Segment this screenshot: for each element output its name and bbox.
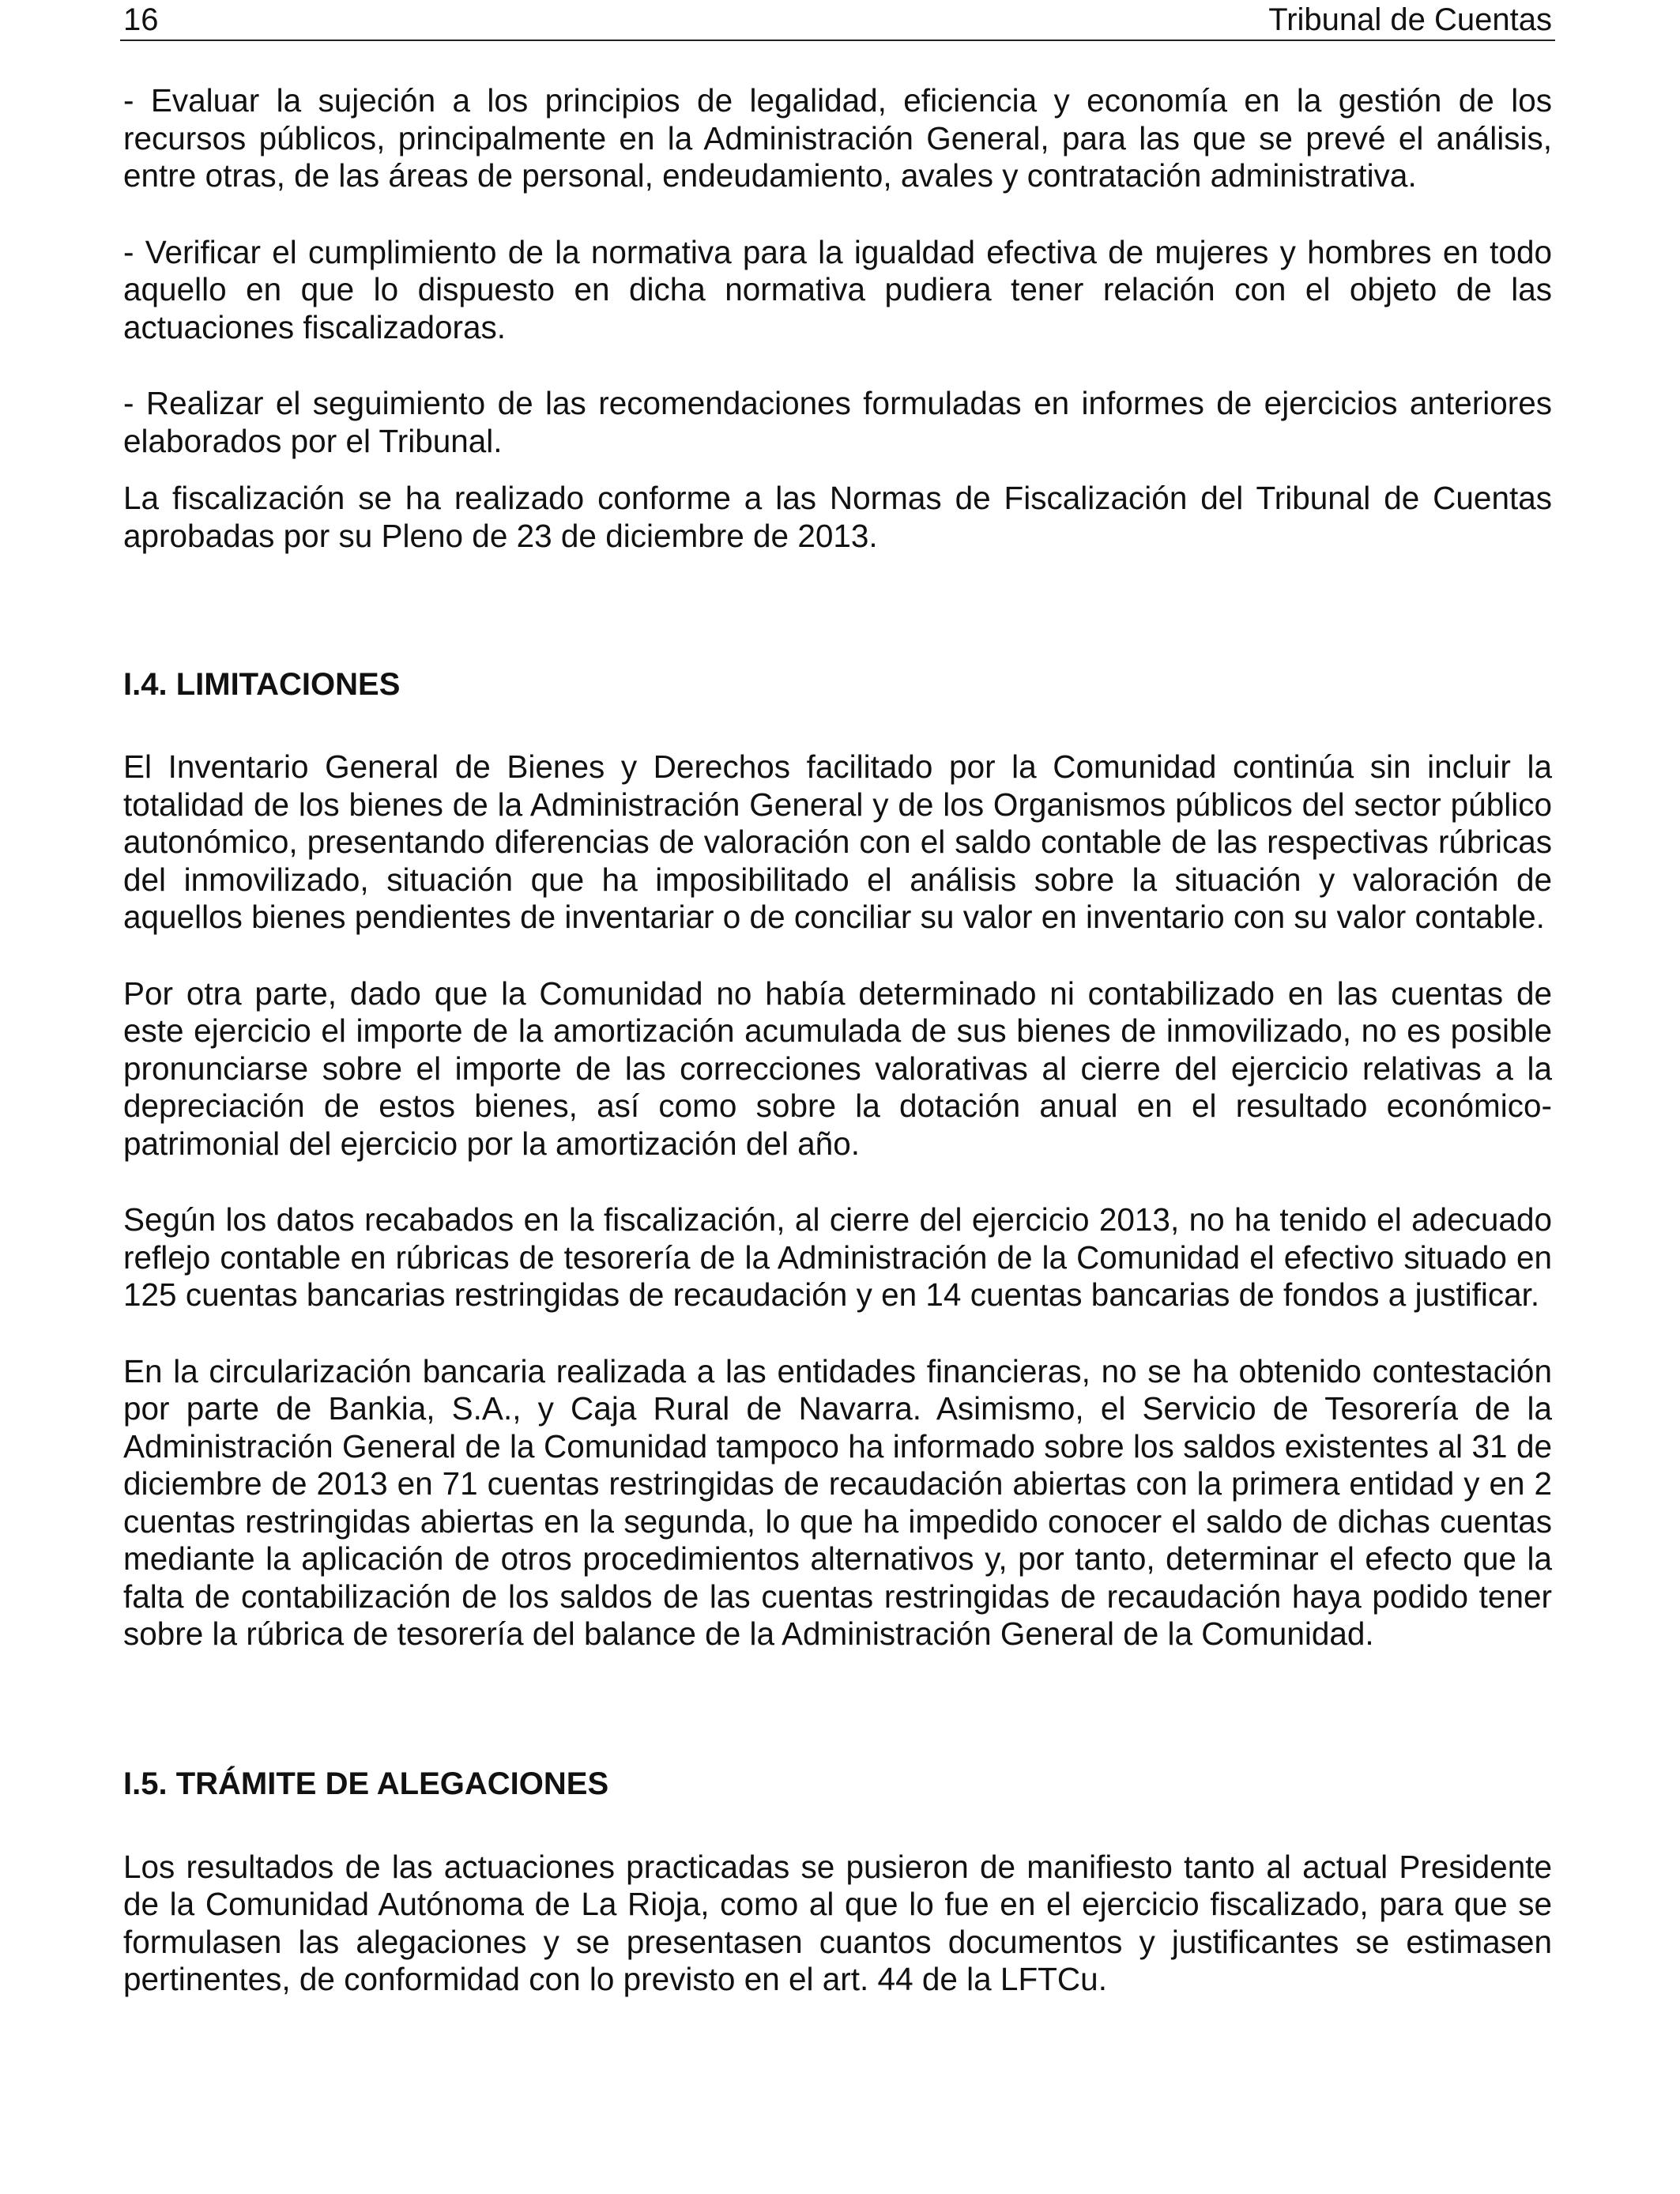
limitaciones-paragraph-2: Por otra parte, dado que la Comunidad no había determinado ni contabilizado en las cuentas de este ejercicio el importe de la amortización acumulada de sus bienes de inmovilizado, no es posible pronunciarse sobre el importe de las correcciones valorativas al cierre del ejercicio relativas a la depreciación de estos bienes, así como sobre la dotación anual en el resultado económico-patrimonial del ejercicio por la amortización del año. bbox=[123, 974, 1552, 1162]
document-body bbox=[123, 82, 1552, 1999]
bullet-evaluar: - Evaluar la sujeción a los principios de legalidad, eficiencia y economía en la gestión de los recursos públicos, principalmente en la Administración General, para las que se prevé el análisis, entre otras, de las áreas de personal, endeudamiento, avales y contratación administrativa. bbox=[123, 82, 1552, 194]
limitaciones-paragraph-1: El Inventario General de Bienes y Derechos facilitado por la Comunidad continúa sin incluir la totalidad de los bienes de la Administración General y de los Organismos públicos del sector público autonómico, presentando diferencias de valoración con el saldo contable de las respectivas rúbricas del inmovilizado, situación que ha imposibilitado el análisis sobre la situación y valoración de aquellos bienes pendientes de inventariar o de conciliar su valor en inventario con su valor contable. bbox=[123, 748, 1552, 935]
limitaciones-paragraph-4: En la circularización bancaria realizada a las entidades financieras, no se ha obtenido contestación por parte de Bankia, S.A., y Caja Rural de Navarra. Asimismo, el Servicio de Tesorería de la Administración General de la Comunidad tampoco ha informado sobre los saldos existentes al 31 de diciembre de 2013 en 71 cuentas restringidas de recaudación abiertas con la primera entidad y en 2 cuentas restringidas abiertas en la segunda, lo que ha impedido conocer el saldo de dichas cuentas mediante la aplicación de otros procedimientos alternativos y, por tanto, determinar el efecto que la falta de contabilización de los saldos de las cuentas restringidas de recaudación haya podido tener sobre la rúbrica de tesorería del balance de la Administración General de la Comunidad. bbox=[123, 1352, 1552, 1652]
page-header bbox=[120, 0, 1555, 41]
limitaciones-paragraph-3: Según los datos recabados en la fiscalización, al cierre del ejercicio 2013, no ha tenido el adecuado reflejo contable en rúbricas de tesorería de la Administración de la Comunidad el efectivo situado en 125 cuentas bancarias restringidas de recaudación y en 14 cuentas bancarias de fondos a justificar. bbox=[123, 1201, 1552, 1313]
running-title: Tribunal de Cuentas bbox=[1268, 2, 1552, 37]
heading-limitaciones: I.4. LIMITACIONES bbox=[123, 667, 401, 702]
bullet-seguimiento: - Realizar el seguimiento de las recomendaciones formuladas en informes de ejercicios anteriores elaborados por el Tribunal. bbox=[123, 385, 1552, 459]
closing-paragraph: La fiscalización se ha realizado conforme a las Normas de Fiscalización del Tribunal de Cuentas aprobadas por su Pleno de 23 de diciembre de 2013. bbox=[123, 480, 1552, 554]
alegaciones-paragraph-1: Los resultados de las actuaciones practicadas se pusieron de manifiesto tanto al actual Presidente de la Comunidad Autónoma de La Rioja, como al que lo fue en el ejercicio fiscalizado, para que se formulasen las alegaciones y se presentasen cuantos documentos y justificantes se estimasen pertinentes, de conformidad con lo previsto en el art. 44 de la LFTCu. bbox=[123, 1848, 1552, 1997]
heading-alegaciones: I.5. TRÁMITE DE ALEGACIONES bbox=[123, 1766, 609, 1801]
page-number: 16 bbox=[123, 2, 159, 37]
bullet-verificar: - Verificar el cumplimiento de la normativa para la igualdad efectiva de mujeres y hombres en todo aquello en que lo dispuesto en dicha normativa pudiera tener relación con el objeto de las actuaciones fiscalizadoras. bbox=[123, 233, 1552, 345]
